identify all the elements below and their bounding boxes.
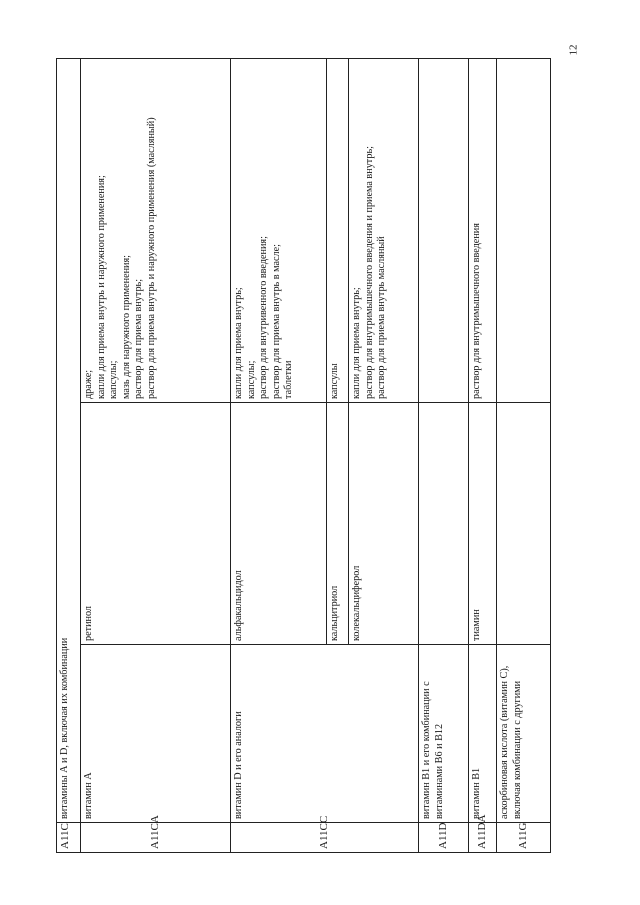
dosage-form: мазь для наружного применения; [120,254,132,399]
dosage-form: раствор для внутривенного введения; [258,236,270,399]
substance-name: кальцитриол [327,403,349,645]
dosage-form: раствор для приема внутрь масляный [376,236,388,399]
dosage-form: капли для приема внутрь; [233,287,244,399]
dosage-forms [81,58,231,402]
dosage-form: капли для приема внутрь и наружного применения; [95,175,107,399]
atc-code: A11D [419,823,469,853]
dosage-form: таблетки [283,360,295,399]
table-row-a11g [497,58,551,852]
atc-code: A11DA [469,823,497,853]
substance-name: колекальциферол [349,403,419,645]
atc-group-name: витамин D и его аналоги [231,645,419,823]
substance-name: альфакальцидол [231,403,327,645]
atc-code: A11CA [81,823,231,853]
dosage-form: раствор для внутримышечного введения [471,223,482,399]
substance-name: ретинол [81,403,231,645]
dosage-form: раствор для приема внутрь и наружного применения (масляный) [145,117,157,399]
dosage-form: раствор для приема внутрь в масле; [270,244,282,399]
dosage-form: капли для приема внутрь; [351,287,362,399]
atc-code: A11G [497,823,551,853]
dosage-form: драже; [83,369,94,399]
atc-group-name: витамин В1 [469,645,497,823]
atc-group-name: витамин В1 и его комбинации с витаминами В6 и В12 [419,645,469,823]
atc-code: A11C [57,823,81,853]
atc-code: A11CC [231,823,419,853]
dosage-form: капсулы; [245,360,257,399]
table-row-a11ca [81,58,231,852]
dosage-forms [231,58,327,402]
dosage-form: раствор для приема внутрь; [133,278,145,399]
substance-name: тиамин [469,403,497,645]
dosage-forms [469,58,497,402]
drug-classification-table [56,58,551,853]
substance-name [497,403,551,645]
dosage-forms [327,58,349,402]
atc-group-name: витамин А [81,645,231,823]
table-row-a11d [419,58,469,852]
page-number: 12 [567,44,580,56]
dosage-forms [497,58,551,402]
table-row-a11da [469,58,497,852]
dosage-form: капсулы; [108,360,120,399]
dosage-forms [419,58,469,402]
atc-group-name: витамины А и D, включая их комбинации [57,58,81,822]
substance-name [419,403,469,645]
dosage-form: капсулы [329,363,340,399]
table-row-a11cc [231,58,327,852]
dosage-form: раствор для внутримышечного введения и приема внутрь; [363,146,375,399]
dosage-forms [349,58,419,402]
table-row-a11c [57,58,81,852]
rotated-table-wrapper [56,59,550,853]
atc-group-name: аскорбиновая кислота (витамин С), включая комбинации с другими [497,645,551,823]
